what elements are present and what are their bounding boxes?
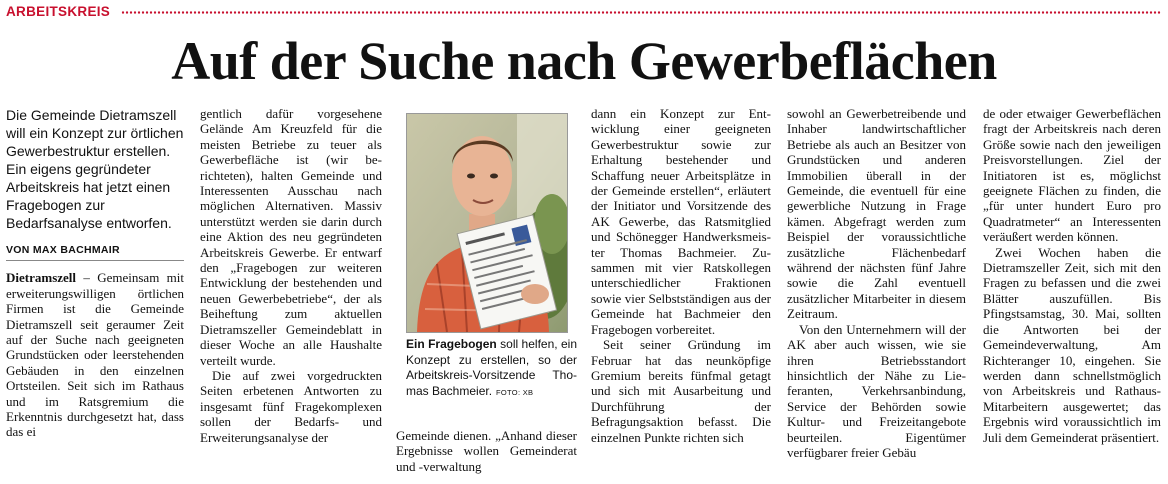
- caption-lead: Ein Fragebogen: [406, 337, 497, 351]
- article-paragraph: gentlich dafür vorgesehene Gelände Am Kreuzfeld für die meisten Betriebe zu teuer als Gewerbefläche ist (wir berichteten), halten Gemeinde und Interessenten Ausschau nach möglichen Alternativen. Massiv unterstützt werden sie darin durch eine Aktion des neu gegründeten Arbeitskreis Gewerbe. Er entwarf den „Fragebogen zur weiteren Entwicklung der bestehenden und neuen Gewerbebetriebe“, der als Beiheftung zum aktuellen Dietramszeller Gemeindeblatt in dieser Woche an alle Haushalte verteilt wurde.: [200, 106, 382, 368]
- photo-caption: [406, 337, 577, 400]
- byline: VON MAX BACHMAIR: [6, 243, 184, 261]
- article-column-4: [591, 106, 771, 445]
- kicker-dotted-rule: [121, 11, 1161, 14]
- article-paragraph: Gemeinde dienen. „Anhand dieser Ergebnisse wollen Gemeinderat und -verwaltung: [396, 428, 577, 474]
- article-column-3: [396, 428, 577, 474]
- section-kicker: ARBEITSKREIS: [6, 4, 111, 19]
- caption-text: soll helfen, ein Konzept zu erstellen, so der Arbeitskreis-Vorsitzende Thomas Bachmeier.: [406, 337, 577, 398]
- article-column-5: [787, 106, 966, 460]
- article-paragraph: Zwei Wochen haben die Dietramszeller Zeit, sich mit den Fragen zu befassen und die zwei Blätter auszufüllen. Bis Pfingstsamstag, 30. Mai, sollten die Antworten bei der Gemeindeverwaltung, Am Richteranger 10, eingehen. Sie werden dann schnellstmöglich von Arbeitskreis und Rathaus-Mitarbeitern ausgewertet; das Ergebnis wird voraussichtlich im Juli dem Gemeinderat präsentiert.: [983, 244, 1161, 445]
- photo-man-holding-questionnaire: [407, 114, 567, 332]
- dateline: Dietramszell: [6, 270, 77, 286]
- article-column-1: [6, 106, 184, 440]
- article-column-6: [983, 106, 1161, 445]
- article-paragraph: sowohl an Gewerbetreibende und Inhaber landwirtschaftlicher Betriebe als auch an Besitzer von Grundstücken und anderen Immobilien überall in der Gemeinde, die eventuell für eine gewerbliche Nutzung in Frage kämen. Abgefragt werden zum Beispiel der voraussichtliche zusätzliche Flächenbedarf während der nächsten fünf Jahre sowie die Zahl eventuell zusätzlicher Mitarbeiter in diesem Zeitraum.: [787, 106, 966, 322]
- headline: Auf der Suche nach Gewerbeflächen: [171, 31, 997, 91]
- paragraph-text: – Gemeinsam mit erweiterungswilligen örtlichen Firmen ist die Gemeinde Dietramszell seit geraumer Zeit auf der Suche nach geeigneten Grundstücken oder leerstehenden Gebäuden in den einzelnen Ortsteilen. Seit sich im Rathaus und im Ratsgremium die Erkenntnis durchgesetzt hat, dass das ei: [6, 270, 184, 440]
- photo-credit: FOTO: XB: [496, 387, 534, 397]
- article-photo: [406, 113, 568, 333]
- article-paragraph: Von den Unternehmern will der AK aber auch wissen, wie sie ihren Betriebsstandort hinsichtlich der Nähe zu Lieferanten, Verkehrsanbindung, Service der Behörden sowie Kultur- und Freizeitangebote beurteilen. Eigentümer verfügbarer freier Gebäu: [787, 321, 966, 460]
- article-paragraph: [6, 270, 184, 439]
- article-paragraph: Die auf zwei vorgedruckten Seiten erbetenen Antworten zu insgesamt fünf Fragekomplexen sollen der Bedarfs- und Erweiterungsanalyse der: [200, 367, 382, 445]
- article-paragraph: dann ein Konzept zur Entwicklung einer geeigneten Gewerbestruktur sowie zur Erhaltung bestehender und Schaffung neuer Arbeitsplätze in der Gemeinde erstellen“, erläutert der Initiator und Vorsitzende des AK Gewerbe, das Ratsmitglied und Schönegger Handwerksmeister Thomas Bachmeier. Zusammen mit vier Ratskollegen unterschiedlicher Fraktionen sowie vier Selbstständigen aus der Gemeinde hat Bachmeier den Fragebogen vorbereitet.: [591, 106, 771, 337]
- article-column-2: [200, 106, 382, 445]
- article-lead: Die Gemeinde Dietramszell will ein Konzept zur örtlichen Gewerbestruktur erstellen. Ein eigens gegründeter Arbeitskreis hat jetzt einen Fragebogen zur Bedarfsanalyse entworfen.: [6, 107, 184, 231]
- article-paragraph: Seit seiner Gründung im Februar hat das neunköpfige Gremium bereits fünfmal getagt und sich mit Ausarbeitung und Durchführung der Befragungsaktion befasst. Die einzelnen Punkte richten sich: [591, 337, 771, 445]
- article-paragraph: de oder etwaiger Gewerbeflächen fragt der Arbeitskreis nach deren Größe sowie nach den jeweiligen Preisvorstellungen. Ziel der Initiatoren ist es, möglichst geeignete Flächen zu finden, die „für unter hundert Euro pro Quadratmeter“ an Interessenten veräußert werden können.: [983, 106, 1161, 245]
